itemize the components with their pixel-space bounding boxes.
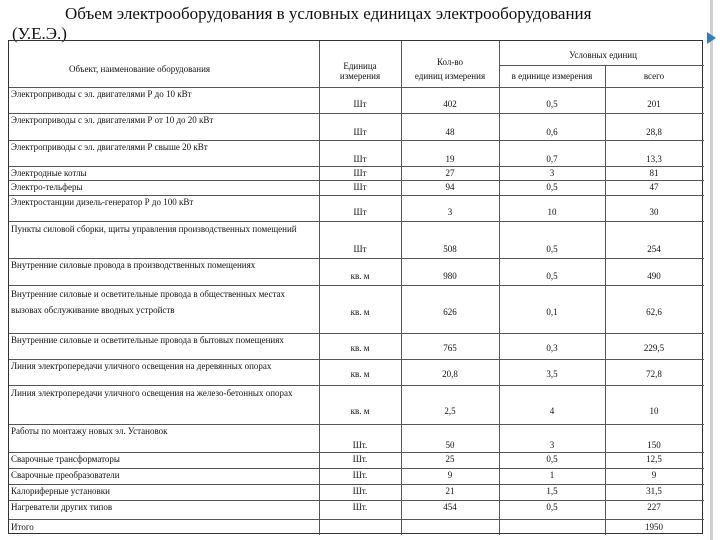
row-total: 81 xyxy=(649,168,659,178)
row-divider xyxy=(9,258,704,259)
row-divider xyxy=(9,180,704,181)
row-per-unit: 3 xyxy=(549,440,555,450)
row-qty: 2,5 xyxy=(444,406,456,416)
row-per-unit: 0,5 xyxy=(546,454,558,464)
row-divider xyxy=(9,385,704,386)
row-total: 227 xyxy=(647,502,661,512)
total-value: 1950 xyxy=(645,522,663,532)
row-total: 10 xyxy=(649,406,659,416)
row-name: Линия электропередачи уличного освещения на деревянных опорах xyxy=(11,361,272,371)
header-ue-per-unit: в единице измерения xyxy=(511,71,593,81)
row-name: Линия электропередачи уличного освещения на железо-бетонных опорах xyxy=(11,388,293,398)
row-total: 254 xyxy=(647,244,661,254)
row-divider xyxy=(9,221,704,222)
header-ue-group: Условных единиц xyxy=(569,50,637,60)
equipment-table xyxy=(8,40,703,534)
row-name: Калориферные установки xyxy=(11,486,110,496)
row-name: Электродные котлы xyxy=(11,168,87,178)
column-divider xyxy=(401,41,402,87)
column-divider xyxy=(319,87,320,535)
row-unit: Шт xyxy=(353,244,367,254)
row-name: Работы по монтажу новых эл. Установок xyxy=(11,426,168,436)
row-unit: Шт xyxy=(353,207,367,217)
row-divider xyxy=(499,65,704,66)
column-divider xyxy=(499,87,500,535)
row-per-unit: 3 xyxy=(549,168,555,178)
row-divider xyxy=(9,285,704,286)
row-per-unit: 3,5 xyxy=(546,369,558,379)
row-name: Электроприводы с эл. двигателями Р до 10 кВт xyxy=(11,89,192,99)
row-unit: Шт. xyxy=(352,486,368,496)
header-qty: Кол-во xyxy=(436,57,464,67)
row-total: 28,8 xyxy=(646,127,662,137)
row-divider xyxy=(9,113,704,114)
row-qty: 20,8 xyxy=(442,369,458,379)
row-qty: 765 xyxy=(443,343,457,353)
row-divider xyxy=(9,195,704,196)
row-unit: Шт. xyxy=(352,454,368,464)
row-name: Электроприводы с эл. двигателями Р от 10 до 20 кВт xyxy=(11,115,214,125)
row-unit: кв. м xyxy=(350,271,370,281)
row-unit: Шт xyxy=(353,99,367,109)
row-total: 229,5 xyxy=(643,343,665,353)
row-total: 47 xyxy=(649,182,659,192)
row-per-unit: 0,7 xyxy=(546,154,558,164)
row-per-unit: 1,5 xyxy=(546,486,558,496)
row-divider xyxy=(9,484,704,485)
row-per-unit: 4 xyxy=(549,406,555,416)
row-per-unit: 0,5 xyxy=(546,99,558,109)
slide-decoration xyxy=(702,0,720,540)
row-total: 30 xyxy=(649,207,659,217)
header-unit-bottom: измерения xyxy=(339,71,381,81)
header-qty-sub: единиц измерения xyxy=(414,71,486,81)
column-divider xyxy=(319,41,320,87)
row-name: Нагреватели других типов xyxy=(11,502,113,512)
row-divider xyxy=(9,140,704,141)
row-name: Сварочные преобразователи xyxy=(11,470,120,480)
row-divider xyxy=(9,519,704,520)
row-divider xyxy=(9,166,704,167)
row-qty: 980 xyxy=(443,271,457,281)
row-name: Электро-тельферы xyxy=(11,182,83,192)
row-name: Пункты силовой сборки, щиты управления производственных помещений xyxy=(11,224,297,234)
column-divider xyxy=(401,87,402,535)
row-qty: 626 xyxy=(443,307,457,317)
header-ue-total: всего xyxy=(643,71,665,81)
row-divider xyxy=(9,452,704,453)
page-title xyxy=(0,4,720,44)
row-qty: 50 xyxy=(445,440,455,450)
row-name: Внутренние силовые и осветительные провода в бытовых помещениях xyxy=(11,335,284,345)
row-divider xyxy=(9,359,704,360)
row-total: 490 xyxy=(647,271,661,281)
column-divider xyxy=(605,87,606,535)
row-unit: кв. м xyxy=(350,307,370,317)
header-unit-top: Единица xyxy=(343,61,377,71)
row-qty: 508 xyxy=(443,244,457,254)
column-divider xyxy=(499,41,500,87)
row-qty: 402 xyxy=(443,99,457,109)
row-name: Внутренние силовые и осветительные провода в общественных местах xyxy=(11,289,286,299)
total-label: Итого xyxy=(11,522,34,532)
row-per-unit: 0,5 xyxy=(546,244,558,254)
row-per-unit: 10 xyxy=(547,207,557,217)
title-line-2: (У.Е.Э.) xyxy=(12,24,67,43)
decor-bar xyxy=(710,0,713,540)
row-total: 72,8 xyxy=(646,369,662,379)
row-total: 62,6 xyxy=(646,307,662,317)
row-unit: Шт xyxy=(353,154,367,164)
row-name: Электростанции дизель-генератор Р до 100 кВт xyxy=(11,197,194,207)
row-qty: 454 xyxy=(443,502,457,512)
row-unit: Шт. xyxy=(352,502,368,512)
row-unit: кв. м xyxy=(350,406,370,416)
row-total: 13,3 xyxy=(646,154,662,164)
decor-triangle-icon xyxy=(707,32,716,44)
row-qty: 9 xyxy=(447,470,453,480)
row-qty: 27 xyxy=(445,168,455,178)
row-divider xyxy=(9,333,704,334)
title-line-1: Объем электрооборудования в условных единицах электрооборудования xyxy=(65,4,592,23)
row-total: 201 xyxy=(647,99,661,109)
row-unit: кв. м xyxy=(350,369,370,379)
row-name: Внутренние силовые провода в производственных помещениях xyxy=(11,260,256,270)
row-per-unit: 0,5 xyxy=(546,502,558,512)
row-total: 9 xyxy=(651,470,657,480)
row-name: вызовах обслуживание вводных устройств xyxy=(11,305,175,315)
row-unit: Шт. xyxy=(352,470,368,480)
row-unit: Шт xyxy=(353,127,367,137)
row-divider xyxy=(9,424,704,425)
row-qty: 94 xyxy=(445,182,455,192)
row-per-unit: 0,5 xyxy=(546,271,558,281)
row-unit: Шт. xyxy=(352,440,368,450)
row-qty: 48 xyxy=(445,127,455,137)
row-per-unit: 0,1 xyxy=(546,307,558,317)
row-unit: кв. м xyxy=(350,343,370,353)
row-name: Сварочные трансформаторы xyxy=(11,454,120,464)
row-per-unit: 0,5 xyxy=(546,182,558,192)
row-per-unit: 1 xyxy=(549,470,555,480)
row-divider xyxy=(9,87,704,88)
row-name: Электроприводы с эл. двигателями Р свыше 20 кВт xyxy=(11,142,208,152)
row-total: 150 xyxy=(647,440,661,450)
header-object: Объект, наименование оборудования xyxy=(69,64,211,74)
row-divider xyxy=(9,468,704,469)
row-total: 31,5 xyxy=(646,486,662,496)
row-qty: 25 xyxy=(445,454,455,464)
row-per-unit: 0,6 xyxy=(546,127,558,137)
row-unit: Шт xyxy=(353,182,367,192)
row-unit: Шт xyxy=(353,168,367,178)
row-per-unit: 0,3 xyxy=(546,343,558,353)
column-divider xyxy=(605,65,606,87)
row-total: 12,5 xyxy=(646,454,662,464)
row-qty: 21 xyxy=(445,486,455,496)
row-qty: 19 xyxy=(445,154,455,164)
row-divider xyxy=(9,500,704,501)
row-qty: 3 xyxy=(447,207,453,217)
